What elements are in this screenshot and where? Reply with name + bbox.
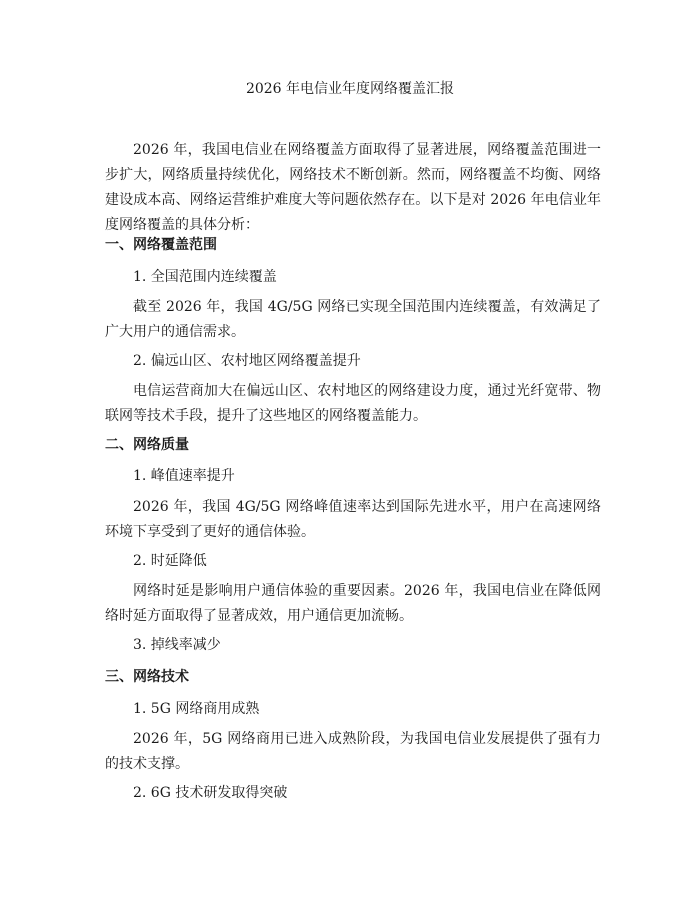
paragraph-5g-commercial: 2026 年，5G 网络商用已进入成熟阶段，为我国电信业发展提供了强有力的技术支撑。 (105, 731, 601, 772)
section-heading-quality: 二、网络质量 (105, 437, 189, 453)
paragraph-peak-rate: 2026 年，我国 4G/5G 网络峰值速率达到国际先进水平，用户在高速网络环境下享受到了更好的通信体验。 (105, 499, 601, 540)
section-heading-coverage: 一、网络覆盖范围 (105, 237, 217, 253)
subheading-peak-rate: 1. 峰值速率提升 (133, 468, 235, 484)
document-title: 2026 年电信业年度网络覆盖汇报 (245, 81, 455, 97)
subheading-national-coverage: 1. 全国范围内连续覆盖 (133, 269, 277, 285)
subheading-6g-research: 2. 6G 技术研发取得突破 (133, 785, 288, 801)
paragraph-rural-coverage: 电信运营商加大在偏远山区、农村地区的网络建设力度，通过光纤宽带、物联网等技术手段，提升了这些地区的网络覆盖能力。 (105, 383, 601, 424)
subheading-5g-commercial: 1. 5G 网络商用成熟 (133, 701, 260, 717)
subheading-latency: 2. 时延降低 (133, 553, 207, 569)
subheading-rural-coverage: 2. 偏远山区、农村地区网络覆盖提升 (133, 353, 361, 369)
section-heading-technology: 三、网络技术 (105, 669, 189, 685)
paragraph-latency: 网络时延是影响用户通信体验的重要因素。2026 年，我国电信业在降低网络时延方面取得了显著成效，用户通信更加流畅。 (105, 583, 601, 624)
intro-paragraph: 2026 年，我国电信业在网络覆盖方面取得了显著进展，网络覆盖范围进一步扩大，网络质量持续优化，网络技术不断创新。然而，网络覆盖不均衡、网络建设成本高、网络运营维护难度大等问题依然存在。以下是对 2026 年电信业年度网络覆盖的具体分析： (105, 142, 601, 233)
paragraph-national-coverage: 截至 2026 年，我国 4G/5G 网络已实现全国范围内连续覆盖，有效满足了广大用户的通信需求。 (105, 299, 601, 340)
subheading-drop-rate: 3. 掉线率减少 (133, 637, 221, 653)
